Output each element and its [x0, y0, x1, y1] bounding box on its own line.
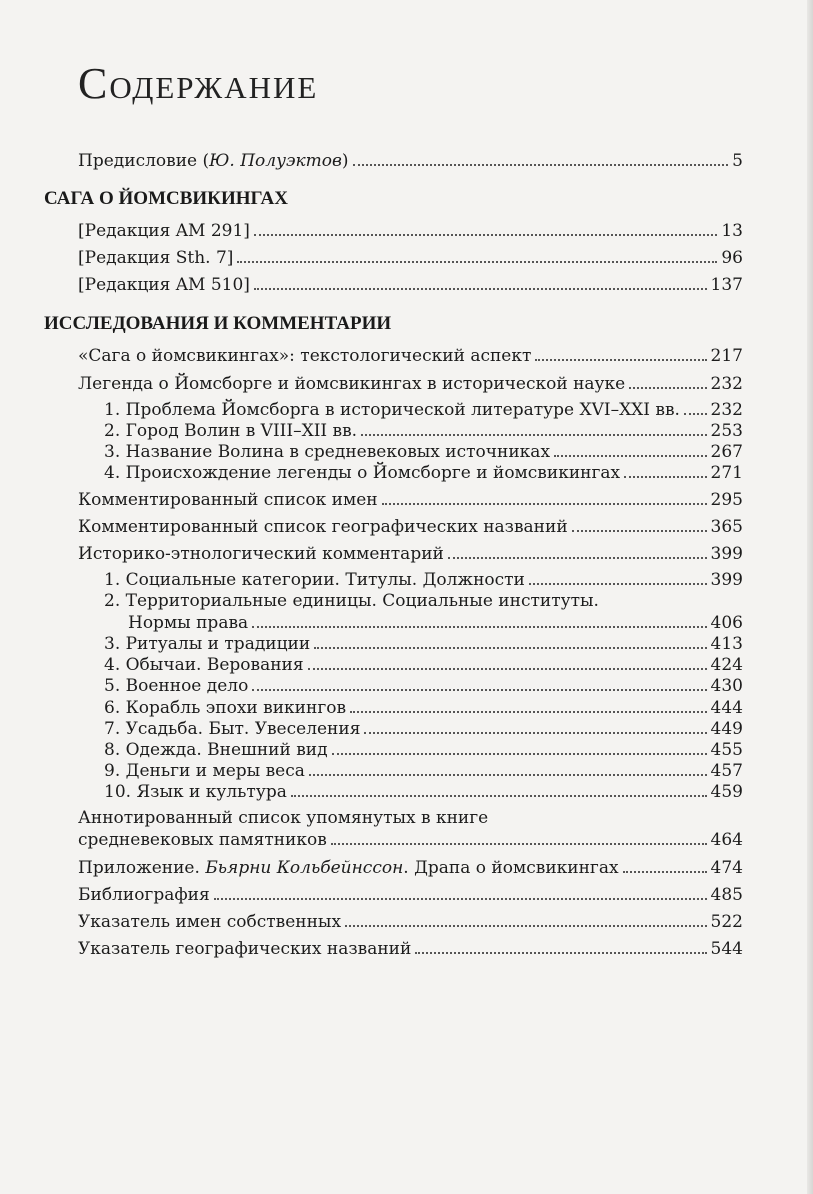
dot-leader [629, 387, 706, 389]
toc-subentry[interactable] [104, 462, 743, 484]
preface-label: Предисловие ( [78, 151, 210, 171]
dot-leader [554, 455, 707, 457]
dot-leader [252, 689, 706, 691]
toc-label: Указатель имен собственных [78, 912, 342, 932]
toc-label: 9. Деньги и меры веса [104, 761, 305, 781]
toc-label: Приложение. [78, 858, 206, 878]
page-number: 232 [710, 400, 743, 420]
page-number: 485 [710, 885, 743, 905]
page-number: 444 [710, 698, 743, 718]
toc-label: 1. Проблема Йомсборга в исторической литературе XVI–XXI вв. [104, 400, 680, 420]
toc-label: 6. Корабль эпохи викингов [104, 698, 347, 718]
toc-label: 8. Одежда. Внешний вид [104, 740, 328, 760]
toc-subentry[interactable] [104, 633, 743, 655]
page-number: 544 [710, 939, 743, 959]
toc-label: 5. Военное дело [104, 676, 249, 696]
page-number: 449 [710, 719, 743, 739]
page-number: 464 [710, 830, 743, 850]
toc-entry[interactable] [78, 274, 743, 296]
dot-leader [415, 952, 706, 954]
dot-leader [309, 774, 707, 776]
toc-entry[interactable] [78, 911, 743, 933]
toc-entry[interactable] [78, 516, 743, 538]
toc-entry[interactable] [78, 220, 743, 242]
toc-label: 4. Обычаи. Верования [104, 655, 304, 675]
toc-label: [Редакция Sth. 7] [78, 248, 234, 268]
toc-subentry-multiline[interactable] [104, 590, 743, 634]
toc-label: Легенда о Йомсборге и йомсвикингах в исторической науке [78, 374, 626, 394]
toc-label: Комментированный список имен [78, 490, 378, 510]
toc-subentry[interactable] [104, 420, 743, 442]
toc-label-line1: Аннотированный список упомянутых в книге [78, 808, 489, 828]
dot-leader [308, 668, 707, 670]
dot-leader [623, 871, 707, 873]
dot-leader [331, 843, 707, 845]
page-number: 96 [721, 248, 743, 268]
page-number: 217 [710, 346, 743, 366]
toc-label-line2: Нормы права [128, 613, 249, 633]
toc-entry-preface[interactable] [78, 150, 743, 172]
toc-subentry[interactable] [104, 569, 743, 591]
section-heading-research: ИССЛЕДОВАНИЯ И КОММЕНТАРИИ [44, 313, 392, 334]
page-number: 474 [710, 858, 743, 878]
toc-entry[interactable] [78, 373, 743, 395]
toc-label-author: Бьярни Кольбейнссон [205, 858, 404, 878]
toc-subentry[interactable] [104, 718, 743, 740]
toc-label-line2: средневековых памятников [78, 830, 327, 850]
toc-label-tail: . Драпа о йомсвикингах [403, 858, 619, 878]
toc-label: 4. Происхождение легенды о Йомсборге и йомсвикингах [104, 463, 621, 483]
toc-subentry[interactable] [104, 760, 743, 782]
page-number: 13 [721, 221, 743, 241]
toc-label: Библиография [78, 885, 210, 905]
dot-leader [353, 164, 729, 166]
page-number: 137 [710, 275, 743, 295]
page-number: 522 [710, 912, 743, 932]
page-number: 430 [710, 676, 743, 696]
toc-subentry[interactable] [104, 441, 743, 463]
dot-leader [529, 583, 707, 585]
dot-leader [572, 530, 707, 532]
dot-leader [684, 413, 707, 415]
dot-leader [345, 925, 706, 927]
toc-label: Историко-этнологический комментарий [78, 544, 444, 564]
preface-close: ) [341, 151, 349, 171]
toc-label-line1: 2. Территориальные единицы. Социальные институты. [104, 591, 599, 611]
dot-leader [448, 557, 707, 559]
page-number: 295 [710, 490, 743, 510]
page-number: 424 [710, 655, 743, 675]
page-number: 406 [710, 613, 743, 633]
toc-label: 7. Усадьба. Быт. Увеселения [104, 719, 361, 739]
toc-subentry[interactable] [104, 781, 743, 803]
toc-subentry[interactable] [104, 675, 743, 697]
toc-label: 3. Ритуалы и традиции [104, 634, 311, 654]
page-number: 271 [710, 463, 743, 483]
toc-label: [Редакция AM 510] [78, 275, 250, 295]
page-number: 267 [710, 442, 743, 462]
page-number: 413 [710, 634, 743, 654]
preface-author: Ю. Полуэктов [209, 151, 342, 171]
dot-leader [382, 503, 707, 505]
dot-leader [252, 626, 706, 628]
dot-leader [314, 647, 706, 649]
toc-entry-appendix[interactable] [78, 857, 743, 879]
dot-leader [237, 261, 717, 263]
toc-entry[interactable] [78, 345, 743, 367]
page-number: 399 [710, 570, 743, 590]
toc-label: Указатель географических названий [78, 939, 412, 959]
dot-leader [254, 288, 707, 290]
dot-leader [254, 234, 717, 236]
dot-leader [624, 476, 706, 478]
dot-leader [332, 753, 707, 755]
dot-leader [291, 795, 707, 797]
page-number: 232 [710, 374, 743, 394]
toc-label: 10. Язык и культура [104, 782, 287, 802]
page-number: 457 [710, 761, 743, 781]
toc-subentry[interactable] [104, 739, 743, 761]
toc-subentry[interactable] [104, 697, 743, 719]
toc-entry[interactable] [78, 884, 743, 906]
toc-entry[interactable] [78, 247, 743, 269]
dot-leader [214, 898, 707, 900]
toc-entry[interactable] [78, 938, 743, 960]
page-number: 399 [710, 544, 743, 564]
toc-label: Комментированный список географических названий [78, 517, 568, 537]
page-edge [807, 0, 813, 1194]
dot-leader [364, 732, 706, 734]
page-number: 455 [710, 740, 743, 760]
toc-label: 3. Название Волина в средневековых источниках [104, 442, 551, 462]
page-title: Содержание [78, 59, 319, 108]
dot-leader [535, 359, 706, 361]
dot-leader [361, 434, 706, 436]
page-number: 459 [710, 782, 743, 802]
toc-entry[interactable] [78, 489, 743, 511]
page-number: 253 [710, 421, 743, 441]
toc-entry[interactable] [78, 543, 743, 565]
page-number: 5 [732, 151, 743, 171]
toc-label: [Редакция AM 291] [78, 221, 250, 241]
toc-label: «Сага о йомсвикингах»: текстологический аспект [78, 346, 532, 366]
toc-subentry[interactable] [104, 654, 743, 676]
section-heading-saga: САГА О ЙОМСВИКИНГАХ [44, 188, 288, 209]
dot-leader [350, 711, 707, 713]
toc-label: 2. Город Волин в VIII–XII вв. [104, 421, 358, 441]
toc-subentry[interactable] [104, 399, 743, 421]
page-number: 365 [710, 517, 743, 537]
toc-label: 1. Социальные категории. Титулы. Должности [104, 570, 525, 590]
toc-entry-multiline[interactable] [78, 807, 743, 851]
